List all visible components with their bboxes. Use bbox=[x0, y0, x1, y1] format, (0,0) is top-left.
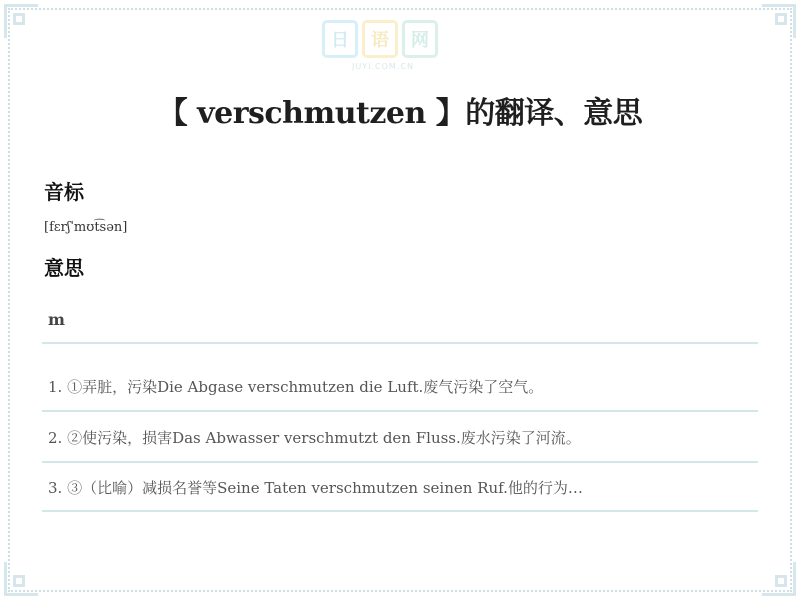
phonetic-transcription: [fɛrʃˈmʊt͡sən] bbox=[44, 220, 128, 235]
divider bbox=[42, 342, 758, 344]
corner-ornament-top-left bbox=[4, 4, 38, 38]
corner-ornament-bottom-right bbox=[762, 562, 796, 596]
logo-char-2: 语 bbox=[362, 20, 398, 58]
divider bbox=[42, 410, 758, 412]
logo-subtitle: JUYI.COM.CN bbox=[352, 62, 414, 71]
part-of-speech: m bbox=[48, 310, 65, 329]
meaning-heading: 意思 bbox=[44, 256, 84, 280]
page-title: 【 verschmutzen 】的翻译、意思 bbox=[157, 96, 643, 131]
logo-char-3: 网 bbox=[402, 20, 438, 58]
site-logo-watermark bbox=[322, 20, 444, 80]
divider bbox=[42, 461, 758, 463]
corner-ornament-top-right bbox=[762, 4, 796, 38]
phonetic-heading: 音标 bbox=[44, 180, 84, 204]
meaning-item-2: 2. ②使污染，损害Das Abwasser verschmutzt den Fluss.废水污染了河流。 bbox=[48, 429, 581, 447]
divider bbox=[42, 510, 758, 512]
meaning-item-1: 1. ①弄脏，污染Die Abgase verschmutzen die Luft.废气污染了空气。 bbox=[48, 378, 544, 396]
logo-char-1: 日 bbox=[322, 20, 358, 58]
meaning-item-3: 3. ③（比喻）减损名誉等Seine Taten verschmutzen seinen Ruf.他的行为… bbox=[48, 479, 583, 497]
corner-ornament-bottom-left bbox=[4, 562, 38, 596]
